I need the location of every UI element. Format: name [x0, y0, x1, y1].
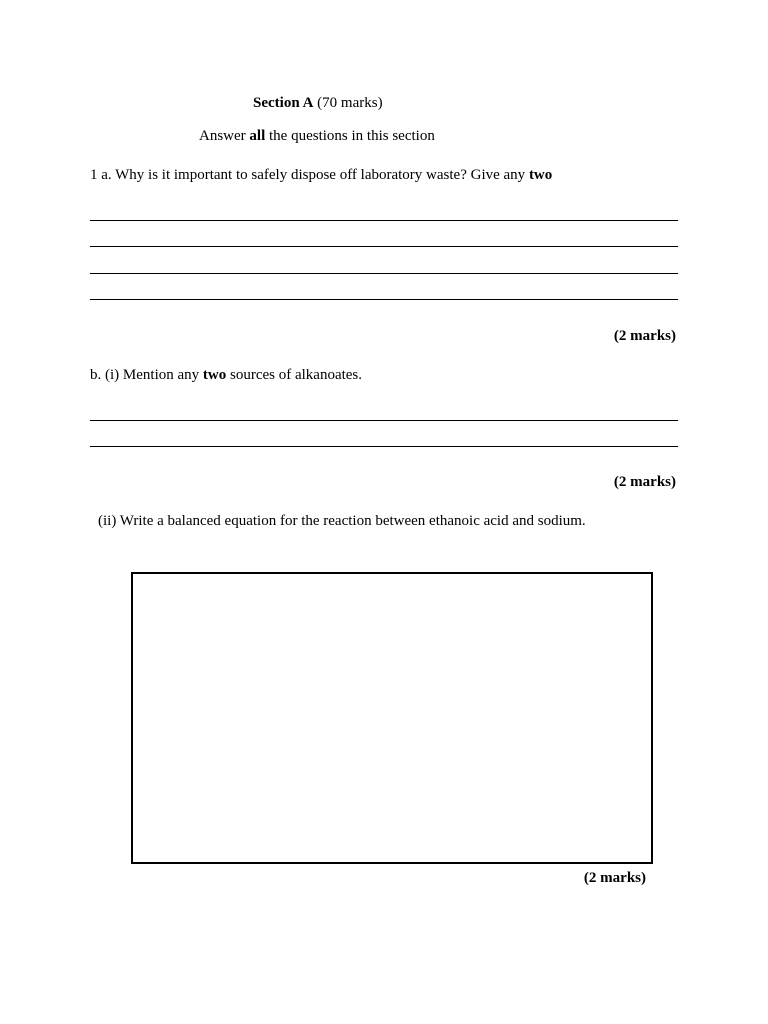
question-1b-i	[90, 366, 362, 384]
section-heading	[253, 94, 383, 112]
marks-1b-i: (2 marks)	[613, 474, 676, 490]
question-1b-ii: (ii) Write a balanced equation for the reaction between ethanoic acid and sodium.	[98, 513, 586, 529]
section-instruction	[199, 127, 435, 145]
instruction-text-pre: Answer	[199, 128, 250, 144]
question-1a	[90, 166, 552, 184]
question-1b-i-text-post: sources of alkanoates.	[226, 367, 363, 383]
answer-line-1a-3[interactable]	[90, 273, 678, 274]
equation-answer-box[interactable]	[131, 572, 653, 864]
question-1a-text: 1 a. Why is it important to safely dispose off laboratory waste? Give any	[90, 167, 529, 183]
answer-line-1a-2[interactable]	[90, 246, 678, 247]
answer-line-1b-2[interactable]	[90, 446, 678, 447]
answer-line-1b-1[interactable]	[90, 420, 678, 421]
marks-1a: (2 marks)	[613, 328, 676, 344]
question-1a-bold: two	[528, 167, 553, 183]
question-1b-i-text-pre: b. (i) Mention any	[90, 367, 203, 383]
question-1b-i-bold: two	[202, 367, 227, 383]
answer-line-1a-4[interactable]	[90, 299, 678, 300]
instruction-text-bold: all	[249, 128, 266, 144]
answer-line-1a-1[interactable]	[90, 220, 678, 221]
marks-1b-ii: (2 marks)	[583, 870, 646, 886]
section-title: Section A	[253, 95, 314, 111]
section-marks: (70 marks)	[317, 95, 383, 111]
instruction-text-post: the questions in this section	[265, 128, 435, 144]
